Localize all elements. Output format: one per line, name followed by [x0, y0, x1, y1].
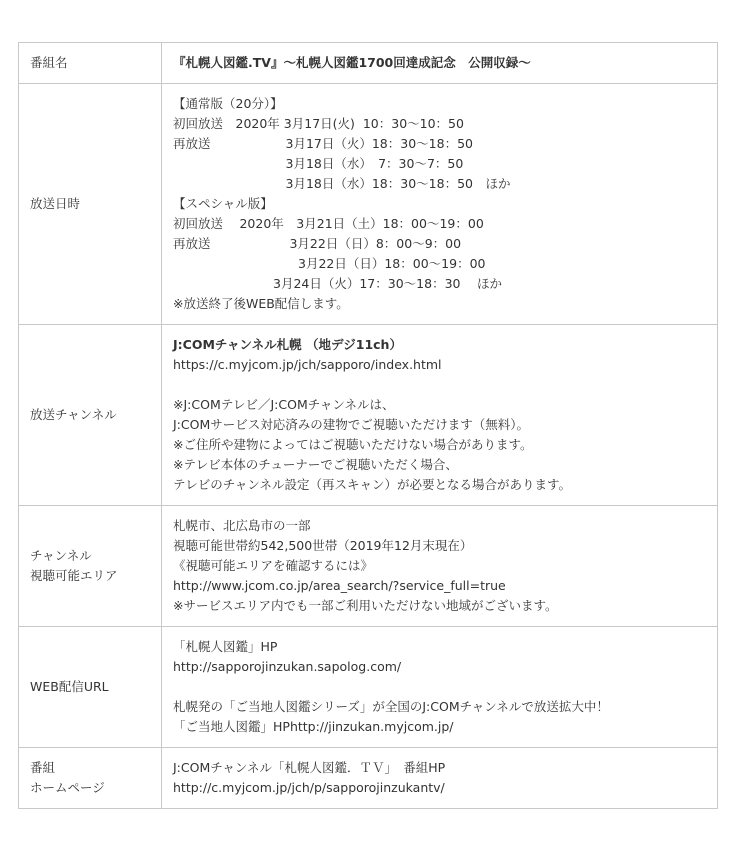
row-label-text: ホームページ	[30, 780, 105, 795]
value-line: 3月18日（水）18：30〜18：50 ほか	[173, 176, 511, 191]
row-value	[162, 84, 718, 325]
value-line: 「ご当地人図鑑」HPhttp://jinzukan.myjcom.jp/	[173, 719, 454, 734]
row-web-url	[19, 627, 718, 748]
row-label	[19, 43, 162, 84]
row-label-text: チャンネル	[30, 548, 92, 563]
row-label-text: 放送チャンネル	[30, 407, 117, 422]
value-line: ※放送終了後WEB配信します。	[173, 296, 349, 311]
row-label-text: 番組名	[30, 55, 68, 70]
row-value	[162, 506, 718, 627]
url-link[interactable]: http://sapporojinzukan.sapolog.com/	[173, 659, 402, 674]
value-line	[173, 375, 717, 395]
row-value	[162, 43, 718, 84]
program-info-table-body	[19, 43, 718, 809]
row-label-text: WEB配信URL	[30, 679, 109, 694]
value-line: 視聴可能世帯約542,500世帯（2019年12月末現在）	[173, 538, 473, 553]
program-info-table	[18, 42, 718, 809]
url-link[interactable]: http://c.myjcom.jp/jch/p/sapporojinzukantv/	[173, 780, 445, 795]
value-line: 《視聴可能エリアを確認するには》	[173, 558, 374, 573]
row-broadcast-schedule	[19, 84, 718, 325]
value-line: 3月18日（水） 7：30〜7：50	[173, 156, 464, 171]
row-label-text: 番組	[30, 760, 56, 775]
value-line: J:COMサービス対応済みの建物でご視聴いただけます（無料）。	[173, 417, 530, 432]
row-viewing-area	[19, 506, 718, 627]
value-line: 『札幌人図鑑.TV』〜札幌人図鑑1700回達成記念 公開収録〜	[173, 55, 531, 70]
value-line: J:COMチャンネル「札幌人図鑑．ＴＶ」 番組HP	[173, 760, 446, 775]
row-label-text: 放送日時	[30, 196, 81, 211]
url-link[interactable]: https://c.myjcom.jp/jch/sapporo/index.html	[173, 357, 442, 372]
value-line: J:COMチャンネル札幌 （地デジ11ch）	[173, 337, 402, 352]
row-label	[19, 506, 162, 627]
row-value	[162, 627, 718, 748]
value-line: ※J:COMテレビ／J:COMチャンネルは、	[173, 397, 395, 412]
value-line: 初回放送 2020年 3月17日(火) 10：30〜10：50	[173, 116, 464, 131]
value-line: テレビのチャンネル設定（再スキャン）が必要となる場合があります。	[173, 477, 572, 492]
value-line: 札幌市、北広島市の一部	[173, 518, 311, 533]
url-link[interactable]: http://www.jcom.co.jp/area_search/?service_full=true	[173, 578, 506, 593]
value-line: ※ご住所や建物によってはご視聴いただけない場合があります。	[173, 437, 533, 452]
row-value	[162, 325, 718, 506]
value-line: 【スペシャル版】	[173, 196, 273, 211]
row-program-name	[19, 43, 718, 84]
value-line: 3月24日（火）17：30〜18：30 ほか	[173, 276, 502, 291]
row-label	[19, 325, 162, 506]
row-label-text: 視聴可能エリア	[30, 568, 118, 583]
row-program-homepage	[19, 748, 718, 809]
value-line: 再放送 3月17日（火）18：30〜18：50	[173, 136, 473, 151]
value-line: 再放送 3月22日（日）8：00〜9：00	[173, 236, 462, 251]
value-line: 初回放送 2020年 3月21日（土）18：00〜19：00	[173, 216, 484, 231]
row-label	[19, 748, 162, 809]
row-label	[19, 84, 162, 325]
value-line: 3月22日（日）18：00〜19：00	[173, 256, 486, 271]
value-line: ※テレビ本体のチューナーでご視聴いただく場合、	[173, 457, 458, 472]
value-line: 札幌発の「ご当地人図鑑シリーズ」が全国のJ:COMチャンネルで放送拡大中！	[173, 699, 609, 714]
value-line	[173, 677, 717, 697]
value-line: 【通常版（20分）】	[173, 96, 283, 111]
value-line: ※サービスエリア内でも一部ご利用いただけない地域がございます。	[173, 598, 558, 613]
row-label	[19, 627, 162, 748]
row-value	[162, 748, 718, 809]
row-broadcast-channel	[19, 325, 718, 506]
value-line: 「札幌人図鑑」HP	[173, 639, 278, 654]
